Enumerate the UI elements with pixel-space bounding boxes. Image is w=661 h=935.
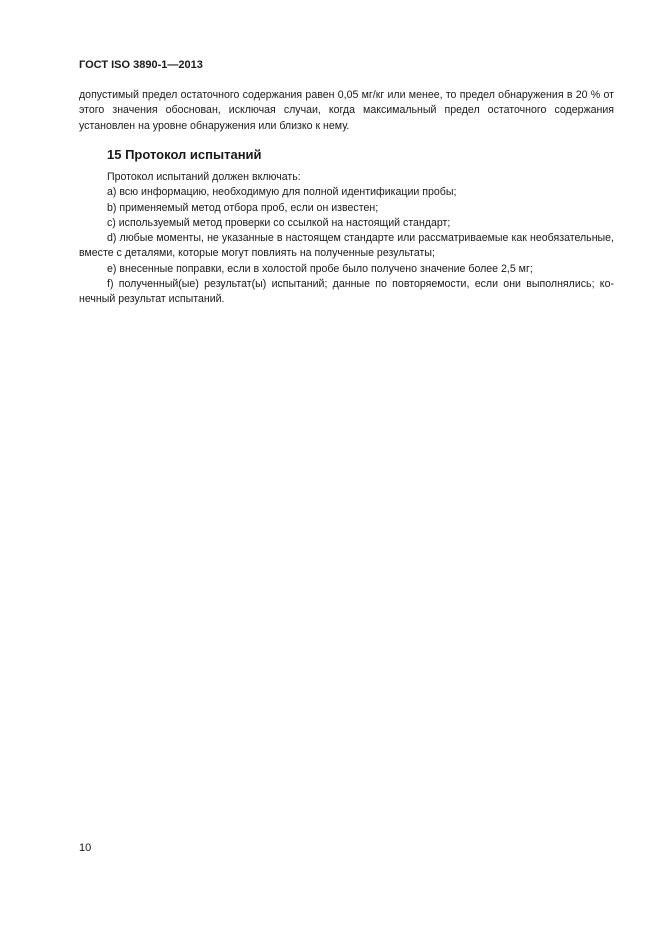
section-body: [79, 170, 614, 308]
page-number: 10: [79, 842, 92, 854]
list-item-b: b) применяемый метод отбора проб, если он известен;: [107, 201, 379, 214]
document-code-header: ГОСТ ISO 3890-1—2013: [79, 59, 203, 71]
intro-text: допустимый предел остаточного содержания равен 0,05 мг/кг или менее, то предел обнаружения в 20 % от этого значения обоснован, исключая случаи, когда максимальный предел остаточного содержания установлен на уровне обнаружения или близко к нему.: [79, 89, 614, 132]
intro-paragraph: [79, 88, 614, 134]
section-lead: Протокол испытаний должен включать:: [107, 171, 301, 183]
list-item-c: c) используемый метод проверки со ссылкой на настоящий стандарт;: [107, 216, 451, 229]
list-item-f: f) полученный(ые) результат(ы) испытаний; данные по повторяемости, если они выполнялись; конечный результат испытаний.: [79, 278, 614, 306]
list-item-a: a) всю информацию, необходимую для полной идентификации пробы;: [107, 186, 457, 199]
list-item-d: d) любые моменты, не указанные в настоящем стандарте или рассматриваемые как необязательные, вместе с деталями, которые могут повлиять на полученные результаты;: [79, 232, 614, 260]
list-item-e: e) внесенные поправки, если в холостой пробе было получено значение более 2,5 мг;: [107, 262, 533, 275]
section-title: 15 Протокол испытаний: [107, 147, 262, 162]
